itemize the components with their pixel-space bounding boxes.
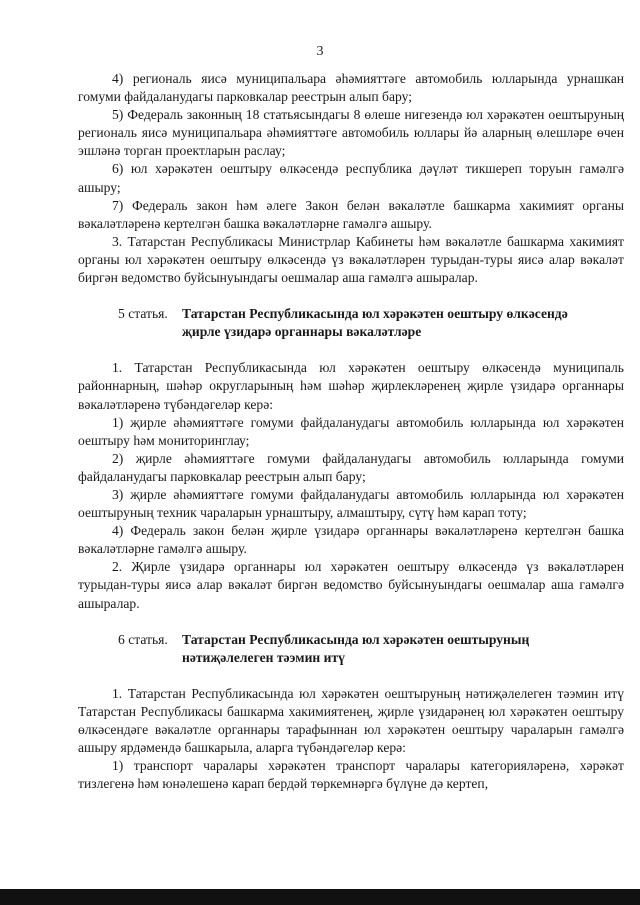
paragraph: 1. Татарстан Республикасында юл хәрәкәтен оештыру өлкәсендә муниципаль районнарның, шәһәр округларының һәм шәһәр җирлекләренең җирле үзидарә органнары вәкаләтләренә түбәндәгеләр керә:	[78, 360, 624, 412]
paragraph: 1) җирле әһәмияттәге гомуми файдаланудагы автомобиль юлларында юл хәрәкәтен оештыру һәм мониторинглау;	[78, 414, 624, 448]
paragraph: 3) җирле әһәмияттәге гомуми файдаланудагы автомобиль юлларында юл хәрәкәтен оештыруның техник чараларын урнаштыру, алмаштыру, сүтү һәм карап тоту;	[78, 486, 624, 521]
paragraph: 7) Федераль закон һәм әлеге Закон белән вәкаләтле башкарма хакимият органы вәкаләтләренә кертелгән башка вәкаләтләрне гамәлгә ашыру.	[78, 197, 624, 231]
paragraph: 5) Федераль законның 18 статьясындагы 8 өлеше нигезендә юл хәрәкәтен оештыруның региональ яисә муниципальара әһәмияттәге автомобиль юллары йә аларның өлешләре өчен эшләнә торган проектларын раслау;	[78, 107, 624, 159]
paragraph: 1) транспорт чаралары хәрәкәтен транспорт чаралары категорияләренә, хәрәкәт тизлегенә һәм юнәлешенә карап бердәй төркемнәргә бүлүне дә кертеп,	[78, 758, 624, 792]
article-title: Татарстан Республикасында юл хәрәкәтен оештыруның	[182, 631, 530, 647]
paragraph: 1. Татарстан Республикасында юл хәрәкәтен оештыруның нәтиҗәлелеген тәэмин итү Татарстан Республикасы башкарма хакимиятенең, җирле үзидарәнең юл хәрәкәтен оештыру өлкәсендәге вәкаләтле органнары тарафыннан юл хәрәкәтен оештыру чараларын гамәлгә ашыру ярдәмендә башкарыла, аларга түбәндәгеләр керә:	[78, 685, 624, 756]
paragraph: 2) җирле әһәмияттәге гомуми файдаланудагы автомобиль юлларында гомуми файдаланудагы парковкалар реестрын алып бару;	[78, 450, 624, 484]
article-label: 6 статья.	[118, 631, 168, 647]
article-6-heading	[78, 631, 624, 667]
paragraph: 4) региональ яисә муниципальара әһәмияттәге автомобиль юлларында урнашкан гомуми файдаланудагы парковкалар реестрын алып бару;	[78, 71, 624, 105]
article-title-cont: җирле үзидарә органнары вәкаләтләре	[182, 324, 422, 340]
article-label: 5 статья.	[118, 306, 168, 322]
paragraph: 2. Җирле үзидарә органнары юл хәрәкәтен оештыру өлкәсендә үз вәкаләтләрен турыдан-туры яисә алар вәкаләт биргән ведомство буйсынуындагы оешмалар аша гамәлгә ашыралар.	[78, 559, 624, 611]
paragraph: 3. Татарстан Республикасы Министрлар Кабинеты һәм вәкаләтле башкарма хакимият органы юл хәрәкәтен оештыру өлкәсендә үз вәкаләтләрен турыдан-туры яисә алар вәкаләт биргән ведомство буйсынуындагы оешмалар аша гамәлгә ашыралар.	[78, 233, 624, 286]
scan-edge-bar	[0, 889, 640, 905]
article-5-heading	[78, 305, 624, 341]
article-title: Татарстан Республикасында юл хәрәкәтен оештыру өлкәсендә	[182, 306, 568, 322]
article-title-cont: нәтиҗәлелеген тәэмин итү	[182, 649, 345, 665]
page-number: 3	[316, 44, 324, 59]
paragraph: 4) Федераль закон белән җирле үзидарә органнары вәкаләтләренә кертелгән башка вәкаләтләрне гамәлгә ашыру.	[78, 523, 624, 557]
paragraph: 6) юл хәрәкәтен оештыру өлкәсендә республика дәүләт тикшереп торуын гамәлгә ашыру;	[78, 161, 624, 195]
document-body	[78, 70, 624, 793]
